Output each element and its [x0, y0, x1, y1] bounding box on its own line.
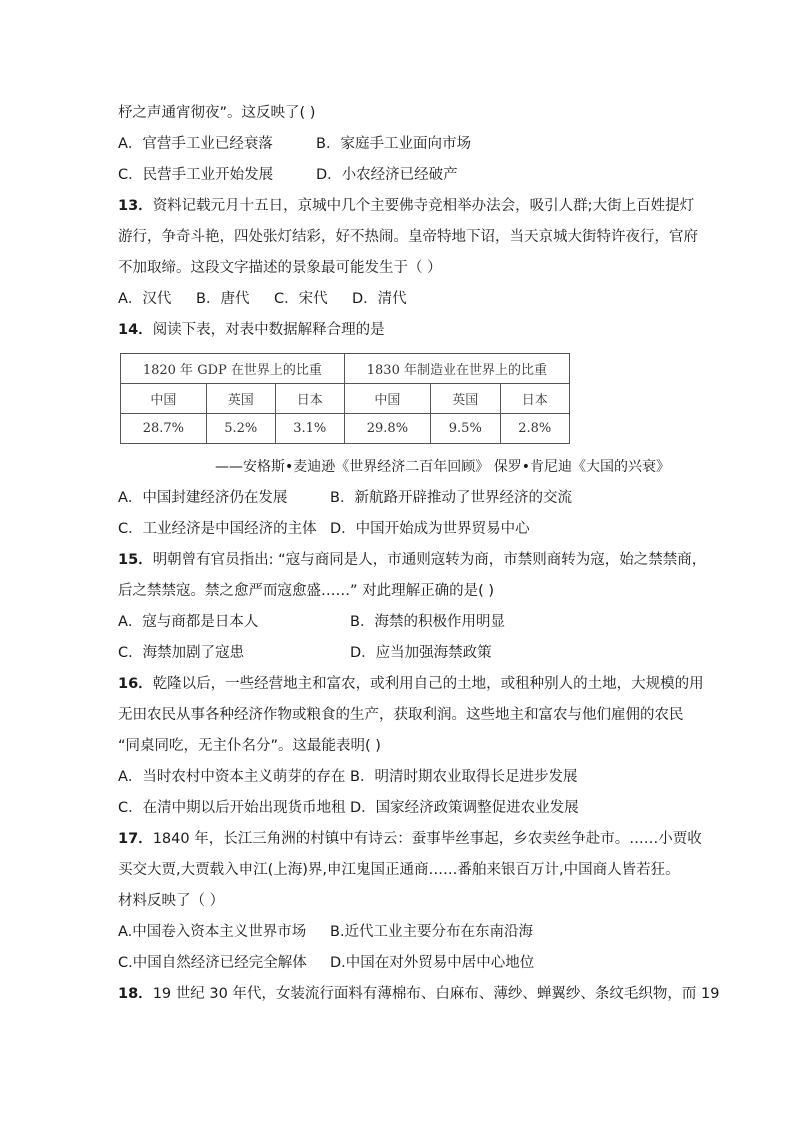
table-cell-value: 28.7%: [121, 414, 207, 444]
q15-option-b: B．海禁的积极作用明显: [350, 614, 505, 630]
table-cell-country: 日本: [500, 384, 570, 414]
q14-option-d: D．中国开始成为世界贸易中心: [330, 521, 530, 537]
q13-option-c: C．宋代: [274, 291, 328, 307]
q17-line-1-text: 1840 年，长江三角洲的村镇中有诗云：蚕事毕丝事起，乡农卖丝争赴市。……小贾收: [152, 831, 702, 847]
table-country-row: [121, 384, 570, 414]
q12-option-b: B．家庭手工业面向市场: [316, 136, 471, 152]
q15-line-1-text: 明朝曾有官员指出: “寇与商同是人，市通则寇转为商，市禁则商转为寇，始之禁禁商，: [152, 552, 707, 568]
q14-option-a: A．中国封建经济仍在发展: [118, 490, 288, 506]
table-header-gdp: 1820 年 GDP 在世界上的比重: [121, 354, 345, 384]
q17-option-a: A.中国卷入资本主义世界市场: [118, 924, 307, 940]
q16-line-1-text: 乾隆以后，一些经营地主和富农，或利用自己的土地，或租种别人的土地，大规模的用: [152, 676, 704, 692]
gdp-manufacturing-table: [120, 353, 570, 444]
q17-option-b: B.近代工业主要分布在东南沿海: [330, 924, 534, 940]
q12-stem-continuation: 杼之声通宵彻夜”。这反映了( ): [118, 105, 316, 121]
q14-stem-text: 阅读下表，对表中数据解释合理的是: [152, 322, 385, 338]
q13-line-1-text: 资料记载元月十五日，京城中几个主要佛寺竞相举办法会，吸引人群;大街上百姓提灯: [152, 198, 695, 214]
q16-option-c: C．在清中期以后开始出现货币地租: [118, 800, 346, 816]
q16-stem-line-2: 无田农民从事各种经济作物或粮食的生产，获取利润。这些地主和富农与他们雇佣的农民: [118, 707, 684, 723]
table-cell-country: 英国: [206, 384, 275, 414]
q15-option-c: C．海禁加剧了寇患: [118, 645, 245, 661]
q13-stem-line-3: 不加取缔。这段文字描述的景象最可能发生于（ ）: [118, 260, 442, 276]
q13-option-b: B．唐代: [196, 291, 250, 307]
q13-stem-line-1: [118, 196, 694, 216]
q17-stem-line-2: 买交大贾,大贾载入申江(上海)界,申江鬼国正通商……番舶来银百万计,中国商人皆若狂。: [118, 862, 680, 878]
q17-stem-line-1: [118, 829, 702, 849]
q18-line-1-text: 19 世纪 30 年代，女装流行面料有薄棉布、白麻布、薄纱、蝉翼纱、条纹毛织物，而 19: [152, 986, 720, 1002]
table-cell-value: 2.8%: [500, 414, 570, 444]
q17-option-c: C.中国自然经济已经完全解体: [118, 955, 307, 971]
table-cell-country: 日本: [275, 384, 344, 414]
table-header-manufacturing: 1830 年制造业在世界上的比重: [344, 354, 569, 384]
q16-option-b: B．明清时期农业取得长足进步发展: [350, 769, 578, 785]
table-cell-value: 29.8%: [344, 414, 430, 444]
q16-option-a: A．当时农村中资本主义萌芽的存在: [118, 769, 346, 785]
q17-stem-line-3: 材料反映了（ ）: [118, 893, 225, 909]
q17-option-d: D.中国在对外贸易中居中心地位: [330, 955, 535, 971]
q15-option-a: A．寇与商都是日本人: [118, 614, 259, 630]
q14-option-c: C．工业经济是中国经济的主体: [118, 521, 317, 537]
q16-number: 16．: [118, 676, 153, 692]
q15-number: 15．: [118, 552, 153, 568]
q14-stem: [118, 320, 385, 340]
table-cell-value: 5.2%: [206, 414, 275, 444]
q16-option-d: D．国家经济政策调整促进农业发展: [350, 800, 579, 816]
table-cell-value: 9.5%: [431, 414, 500, 444]
q12-option-d: D．小农经济已经破产: [316, 167, 458, 183]
q14-option-b: B．新航路开辟推动了世界经济的交流: [330, 490, 572, 506]
q15-stem-line-2: 后之禁禁寇。禁之愈严而寇愈盛……” 对此理解正确的是( ): [118, 583, 495, 599]
q18-stem-line-1: [118, 984, 719, 1004]
q13-number: 13．: [118, 198, 153, 214]
q17-number: 17．: [118, 831, 153, 847]
q16-stem-line-3: “同桌同吃，无主仆名分”。这最能表明( ): [118, 738, 381, 754]
q13-option-a: A．汉代: [118, 291, 172, 307]
q12-option-c: C．民营手工业开始发展: [118, 167, 274, 183]
q14-number: 14．: [118, 322, 153, 338]
q15-option-d: D．应当加强海禁政策: [350, 645, 492, 661]
q13-stem-line-2: 游行，争奇斗艳，四处张灯结彩，好不热闹。皇帝特地下诏，当天京城大街特许夜行，官府: [118, 229, 698, 245]
table-header-row: [121, 354, 570, 384]
q15-stem-line-1: [118, 550, 706, 570]
table-value-row: [121, 414, 570, 444]
table-cell-country: 中国: [121, 384, 207, 414]
table-cell-country: 中国: [344, 384, 430, 414]
q12-option-a: A．官营手工业已经衰落: [118, 136, 273, 152]
q18-number: 18．: [118, 986, 153, 1002]
q13-option-d: D．清代: [352, 291, 407, 307]
table-cell-country: 英国: [431, 384, 500, 414]
q14-source-citation: ——安格斯•麦迪逊《世界经济二百年回顾》 保罗•肯尼迪《大国的兴衰》: [215, 459, 670, 475]
q16-stem-line-1: [118, 674, 704, 694]
table-cell-value: 3.1%: [275, 414, 344, 444]
